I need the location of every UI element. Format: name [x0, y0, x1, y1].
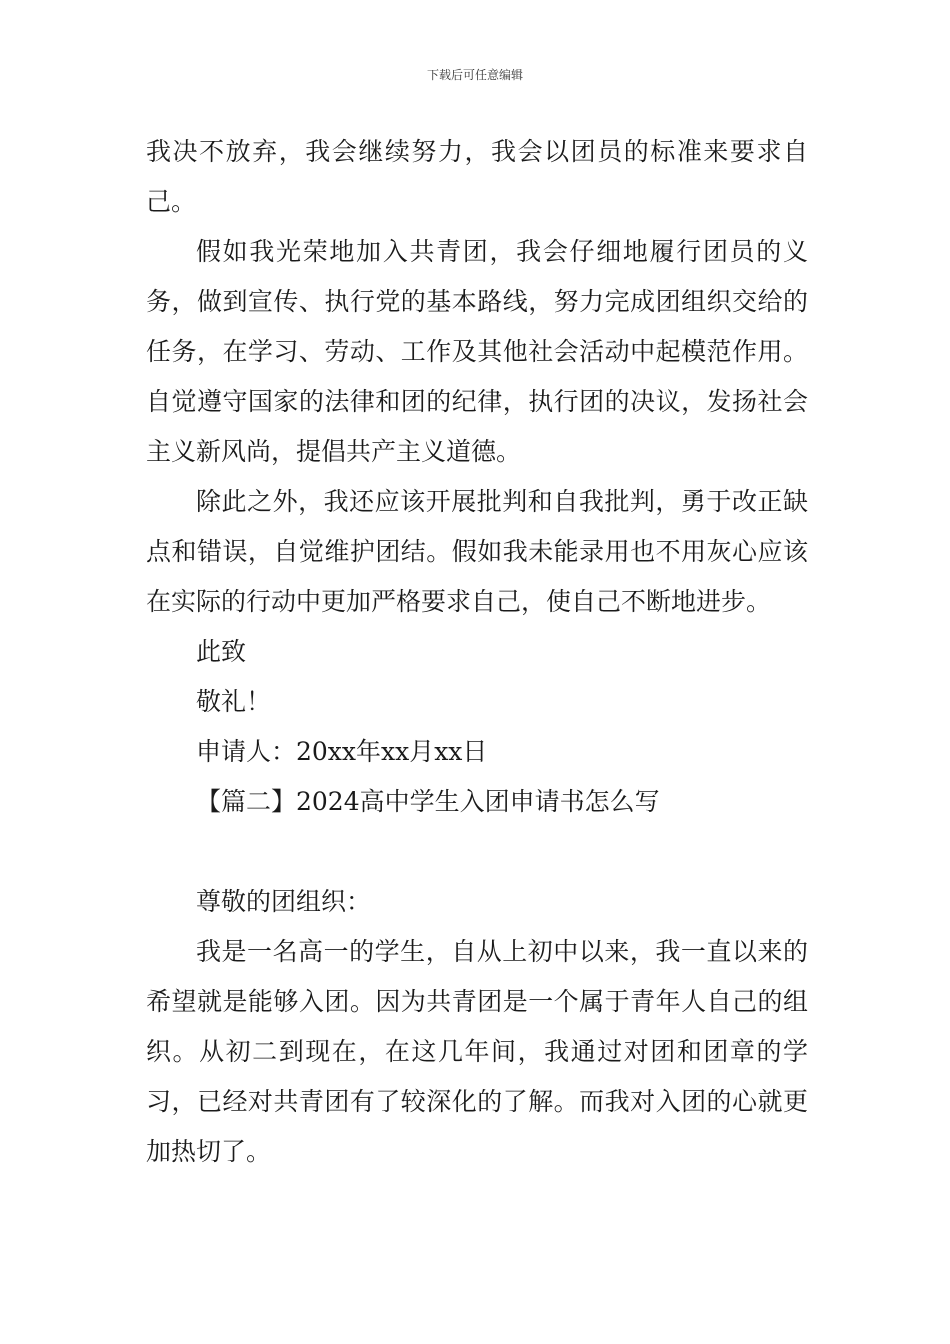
paragraph-introduction: 我是一名高一的学生，自从上初中以来，我一直以来的希望就是能够入团。因为共青团是一个属于青年人自己的组织。从初二到现在，在这几年间，我通过对团和团章的学习，已经对共青团有了较深化的了解。而我对入团的心就更加热切了。 — [146, 937, 808, 1166]
closing-jingli: 敬礼！ — [196, 687, 272, 716]
paragraph-self-criticism: 除此之外，我还应该开展批判和自我批判，勇于改正缺点和错误，自觉维护团结。假如我未能录用也不用灰心应该在实际的行动中更加严格要求自己，使自己不断地进步。 — [146, 487, 808, 616]
document-body — [146, 127, 808, 1177]
applicant-date-line: 申请人：20xx年xx月xx日 — [196, 737, 488, 766]
blank-line — [146, 827, 808, 877]
section-title: 【篇二】2024高中学生入团申请书怎么写 — [196, 787, 660, 816]
closing-cizhi: 此致 — [196, 637, 247, 666]
page-header-note: 下载后可任意编辑 — [426, 68, 523, 82]
paragraph-duties: 假如我光荣地加入共青团，我会仔细地履行团员的义务，做到宣传、执行党的基本路线，努力完成团组织交给的任务，在学习、劳动、工作及其他社会活动中起模范作用。自觉遵守国家的法律和团的纪律，执行团的决议，发扬社会主义新风尚，提倡共产主义道德。 — [146, 237, 808, 466]
paragraph-continuation: 我决不放弃，我会继续努力，我会以团员的标准来要求自己。 — [146, 137, 808, 216]
salutation: 尊敬的团组织： — [196, 887, 372, 916]
